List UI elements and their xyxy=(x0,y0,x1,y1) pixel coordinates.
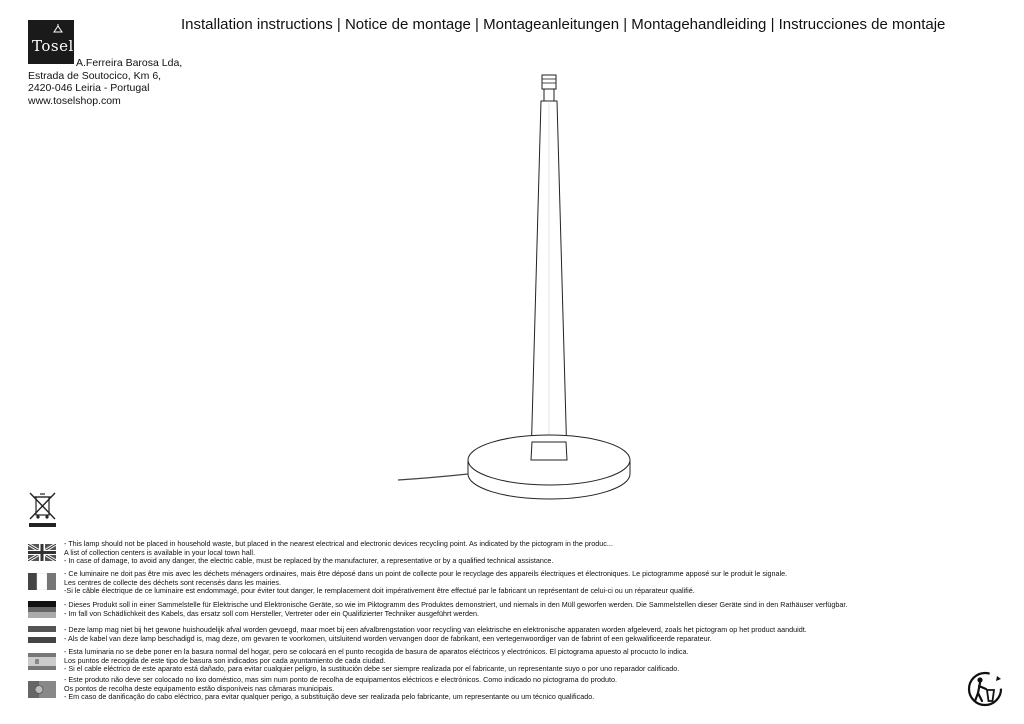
logo-wordmark: Tosel xyxy=(32,37,74,55)
notice-es-line-3: - Si el cable eléctrico de este aparato está dañado, para evitar cualquier peligro, la sustitución debe ser siempre realizada por el fabricante, un representante suyo o por uno reparador calificado. xyxy=(64,664,680,674)
france-flag-icon xyxy=(28,573,56,590)
notice-es-line-2: Los puntos de recogida de este tipo de basura son indicados por cada ayuntamiento de cada ciudad. xyxy=(64,655,386,665)
notice-nl-line-2: - Als de kabel van deze lamp beschadigd is, mag deze, om gevaren te voorkomen, uitsluitend worden vervangen door de fabrikant, een vertegenwoordiger van de fabrint of een gekwalificeerde reparateur. xyxy=(64,633,712,643)
notice-en-line-1: - This lamp should not be placed in household waste, but placed in the nearest electrical and electronic devices recycling point. As indicated by the pictogram in the produc... xyxy=(64,539,613,548)
germany-flag-icon xyxy=(28,601,56,618)
notice-fr-line-2: Les centres de collecte des déchets sont recensés dans les mairies. xyxy=(64,577,281,587)
notice-pt-line-2: Os pontos de recolha deste equipamento estão disponíveis nas câmaras municipais. xyxy=(64,683,335,693)
notice-de-line-2: - Im fall von Schädlichkeit des Kabels, das ersatz soll com Hersteller, Vertreter oder ein Qualifizierter Techniker ausgeführt werden. xyxy=(64,608,479,618)
notice-de-line-1: - Dieses Produkt soll in einer Sammelstelle für Elektrische und Elektronische Geräte, so wie im Piktogramm des Produktes demonstriert, und niemals in den Müll geworfen werden. Die Sammelstellen dieser Geräte sind in den Rathäuser verfügbar. xyxy=(64,600,848,609)
notice-es-line-1: - Esta luminaria no se debe poner en la basura normal del hogar, pero se colocará en el punto recogida de basura de aparatos eléctricos y electrónicos. El pictograma apuesto al procucto lo indica. xyxy=(64,647,689,656)
uk-flag-icon xyxy=(28,544,56,561)
notice-pt-line-1: - Este produto não deve ser colocado no lixo doméstico, mas sim num ponto de recolha de equipamentos eléctricos e electrónicos. Como indicado no pictograma do produto. xyxy=(64,675,617,684)
netherlands-flag-icon xyxy=(28,626,56,643)
notice-nl-line-1: - Deze lamp mag niet bij het gewone huishoudelijk afval worden gevoegd, maar moet bij een afvalbrengstation voor recycling van elektrische en elektronische apparaten worden afgeleverd, zoals het pictogram op het product aanduidt. xyxy=(64,625,807,634)
company-website: www.toselshop.com xyxy=(28,94,121,107)
recycle-symbol-icon xyxy=(966,670,1004,708)
lamp-logo-icon xyxy=(52,24,64,34)
floor-lamp-illustration xyxy=(390,70,640,500)
weee-bin-icon xyxy=(28,491,58,529)
company-address xyxy=(28,57,182,107)
notice-fr-line-3: -Si le câble électrique de ce luminaire est endommagé, pour éviter tout danger, le remplacement doit impérativement être effectué par le fabricant un représentant de celui-ci ou un réparateur qualifié. xyxy=(64,586,695,596)
notice-en-line-2: A list of collection centers is available in your local town hall. xyxy=(64,547,255,557)
page-title: Installation instructions | Notice de montage | Montageanleitungen | Montagehandleiding | Instrucciones de montaje xyxy=(181,16,946,33)
notice-en-line-3: - In case of damage, to avoid any danger, the electric cable, must be replaced by the manufacturer, a representative or by a qualified technical assistance. xyxy=(64,556,554,566)
notice-fr-line-1: - Ce luminaire ne doit pas être mis avec les déchets ménagers ordinaires, mais être déposé dans un point de collecte pour le recyclage des appareils électriques et électroniques. Le pictogramme apposé sur le produit le signale. xyxy=(64,569,788,578)
company-city: 2420-046 Leiria - Portugal xyxy=(28,82,150,94)
portugal-flag-icon xyxy=(28,681,56,698)
company-street: Estrada de Soutocico, Km 6, xyxy=(28,69,162,82)
notice-pt-line-3: - Em caso de danificação do cabo eléctrico, para evitar qualquer perigo, a substituição deve ser realizada pelo fabricante, um representante ou um técnico qualificado. xyxy=(64,692,595,702)
spain-flag-icon xyxy=(28,653,56,670)
company-name: A.Ferreira Barosa Lda, xyxy=(76,57,183,69)
